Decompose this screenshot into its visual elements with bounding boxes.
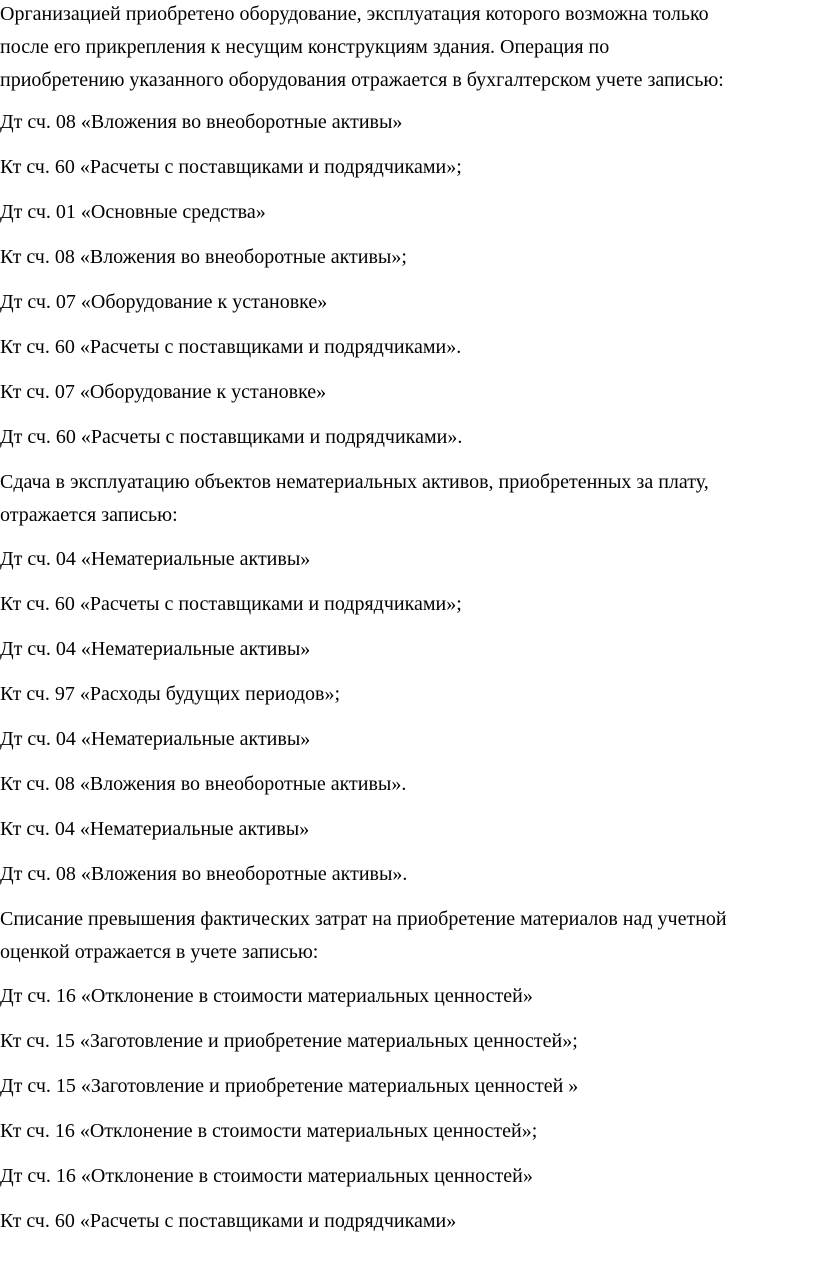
q2-option-7: Кт сч. 04 «Нематериальные активы»	[0, 818, 310, 840]
question-1-line-3: приобретению указанного оборудования отражается в бухгалтерском учете записью:	[0, 69, 724, 91]
question-1-line-1: Организацией приобретено оборудование, эксплуатация которого возможна только	[0, 3, 709, 25]
question-3-line-2: оценкой отражается в учете записью:	[0, 941, 319, 963]
q2-option-4: Кт сч. 97 «Расходы будущих периодов»;	[0, 683, 341, 705]
q1-option-8: Дт сч. 60 «Расчеты с поставщиками и подрядчиками».	[0, 426, 463, 448]
question-1-line-2: после его прикрепления к несущим конструкциям здания. Операция по	[0, 36, 610, 58]
q2-option-1: Дт сч. 04 «Нематериальные активы»	[0, 548, 311, 570]
q1-option-3: Дт сч. 01 «Основные средства»	[0, 201, 266, 223]
question-3-line-1: Списание превышения фактических затрат на приобретение материалов над учетной	[0, 908, 727, 930]
q3-option-2: Кт сч. 15 «Заготовление и приобретение материальных ценностей»;	[0, 1030, 578, 1052]
q3-option-6: Кт сч. 60 «Расчеты с поставщиками и подрядчиками»	[0, 1210, 457, 1232]
q1-option-7: Кт сч. 07 «Оборудование к установке»	[0, 381, 327, 403]
q3-option-4: Кт сч. 16 «Отклонение в стоимости материальных ценностей»;	[0, 1120, 538, 1142]
q1-option-4: Кт сч. 08 «Вложения во внеоборотные активы»;	[0, 246, 407, 268]
q3-option-5: Дт сч. 16 «Отклонение в стоимости материальных ценностей»	[0, 1165, 533, 1187]
q2-option-8: Дт сч. 08 «Вложения во внеоборотные активы».	[0, 863, 408, 885]
q1-option-5: Дт сч. 07 «Оборудование к установке»	[0, 291, 328, 313]
q2-option-6: Кт сч. 08 «Вложения во внеоборотные активы».	[0, 773, 407, 795]
question-2-line-2: отражается записью:	[0, 504, 178, 526]
q1-option-1: Дт сч. 08 «Вложения во внеоборотные активы»	[0, 111, 403, 133]
q2-option-3: Дт сч. 04 «Нематериальные активы»	[0, 638, 311, 660]
q1-option-2: Кт сч. 60 «Расчеты с поставщиками и подрядчиками»;	[0, 156, 462, 178]
q3-option-1: Дт сч. 16 «Отклонение в стоимости материальных ценностей»	[0, 985, 533, 1007]
q1-option-6: Кт сч. 60 «Расчеты с поставщиками и подрядчиками».	[0, 336, 462, 358]
q2-option-2: Кт сч. 60 «Расчеты с поставщиками и подрядчиками»;	[0, 593, 462, 615]
q3-option-3: Дт сч. 15 «Заготовление и приобретение материальных ценностей »	[0, 1075, 579, 1097]
q2-option-5: Дт сч. 04 «Нематериальные активы»	[0, 728, 311, 750]
question-2-line-1: Сдача в эксплуатацию объектов нематериальных активов, приобретенных за плату,	[0, 471, 709, 493]
